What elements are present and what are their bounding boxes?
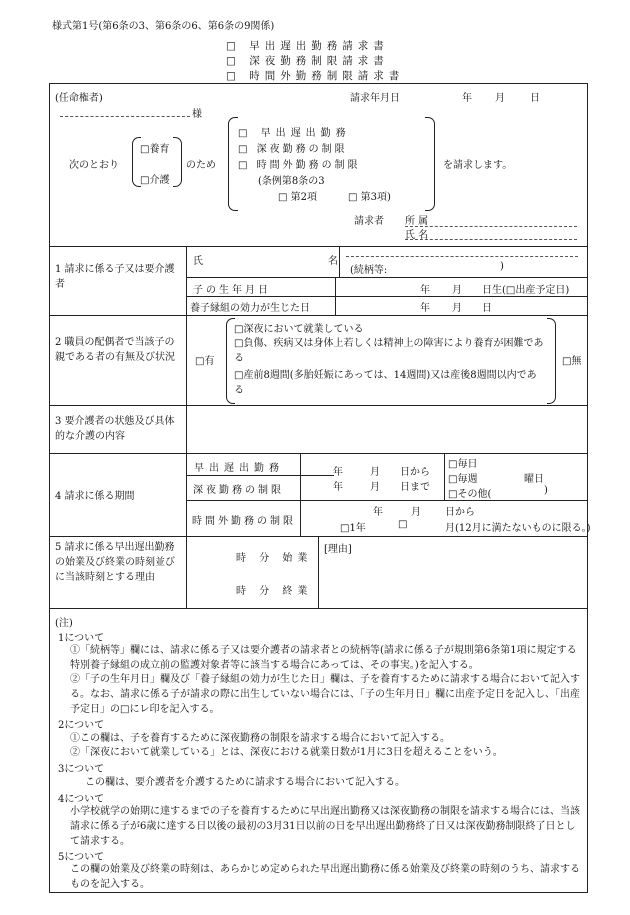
note5a: この欄の始業及び終業の時刻は、あらかじめ定められた早出遅出勤務に係る始業及び終業の時刻のうち、請求するものを記入する。 (70, 864, 580, 890)
ot-months: 月(12月に満たないものに限る。) (445, 523, 591, 534)
request-date-label: 請求年月日 (350, 93, 400, 104)
section4-label: 4 請求に係る期間 (55, 491, 135, 502)
end-time[interactable]: 時 分 終業 (236, 586, 313, 597)
request-brace-right (425, 117, 435, 211)
relation-label[interactable]: (続柄等: (350, 265, 388, 276)
freq-other[interactable]: □その他( (448, 489, 492, 500)
period-year-until: 年 (333, 482, 343, 493)
month-label: 月 (495, 93, 505, 104)
appointer-label: (任命権者) (55, 93, 103, 104)
start-time[interactable]: 時 分 始業 (236, 553, 313, 564)
period-month-until: 月 (370, 482, 380, 493)
period-month-from: 月 (370, 467, 380, 478)
request-brace-left (228, 117, 238, 211)
adoption-day: 日 (482, 303, 492, 314)
note3-heading: 3について (58, 764, 105, 775)
overtime-label: 時間外勤務の制限 (192, 516, 296, 527)
relation-close: ) (500, 261, 504, 272)
freq-weekly[interactable]: □毎週 (448, 474, 478, 485)
adoption-label: 養子縁組の効力が生じた日 (190, 303, 310, 314)
request-option-overtime[interactable]: □ 時間外勤務の制限 (238, 160, 361, 171)
request-option-early-late[interactable]: □ 早出遅出勤務 (238, 128, 351, 139)
appointer-line[interactable] (60, 116, 190, 117)
care-option-care[interactable]: □介護 (140, 175, 170, 186)
adoption-year: 年 (420, 303, 430, 314)
freq-other-close: ) (544, 485, 548, 496)
birth-date-suffix[interactable]: 日生(□出産予定日) (482, 285, 570, 296)
notes-heading: (注) (55, 618, 73, 629)
name-first: 氏 (193, 256, 203, 267)
birth-month: 月 (452, 285, 462, 296)
care-option-nurture[interactable]: □養育 (140, 144, 170, 155)
affiliation-label: 所 属 (405, 216, 429, 227)
spouse-item-illness[interactable]: □負傷、疾病又は身体上若しくは精神上の障害により養育が困難である (234, 338, 544, 364)
note5-heading: 5について (58, 852, 105, 863)
name-line[interactable] (405, 239, 577, 240)
note1-heading: 1について (58, 633, 105, 644)
form-number: 様式第1号(第6条の3、第6条の6、第6条の9関係) (52, 21, 275, 32)
affiliation-line[interactable] (405, 226, 577, 227)
ot-one-year[interactable]: □1年 (340, 523, 366, 534)
for-label: のため (186, 160, 216, 171)
spouse-yes[interactable]: □有 (195, 356, 215, 367)
birth-label: 子の生年月日 (193, 285, 271, 296)
name-label: 氏 名 (405, 230, 429, 241)
freq-daily[interactable]: □毎日 (448, 459, 478, 470)
name-last: 名 (328, 256, 338, 267)
note2b: ②「深夜において就業している」とは、深夜における就業日数が1月に3日を超えることをいう。 (70, 747, 503, 758)
year-label: 年 (462, 93, 472, 104)
note1b: ②「子の生年月日」欄及び「養子縁組の効力が生じた日」欄は、子を養育するために請求する場合において記入する。なお、請求に係る子が請求の際に出生していない場合には、「子の生年月日」欄に出産予定日を記入し、「出産予定日」の□にレ印を記入する。 (70, 674, 580, 715)
early-late-label: 早出遅出勤務 (194, 463, 284, 474)
note1a: ①「続柄等」欄には、請求に係る子又は要介護者の請求者との続柄等(請求に係る子が規則第6条第1項に規定する特別養子縁組の成立前の監護対象者等に該当する場合にあっては、その事実。)を記入する。 (70, 645, 577, 671)
section5-label: 5 請求に係る早出遅出勤務の始業及び終業の時刻並びに当該時刻とする理由 (55, 542, 175, 583)
section3-label: 3 要介護者の状態及び具体的な介護の内容 (55, 416, 175, 442)
reason-label[interactable]: [理由] (324, 544, 352, 555)
adoption-month: 月 (452, 303, 462, 314)
spouse-item-night[interactable]: □深夜において就業している (234, 324, 364, 335)
ot-months-box[interactable]: □ (398, 519, 408, 530)
spouse-item-maternity[interactable]: □産前8週間(多胎妊娠にあっては、14週間)又は産後8週間以内である (234, 370, 537, 396)
ot-month: 月 (411, 507, 421, 518)
clause-2[interactable]: □ 第2項 (278, 192, 317, 203)
title-night: □ 深夜勤務制限請求書 (226, 55, 389, 67)
section2-label: 2 職員の配偶者で当該子の親である者の有無及び状況 (55, 337, 175, 363)
note2-heading: 2について (58, 720, 105, 731)
note3a: この欄は、要介護者を介護するために請求する場合において記入する。 (85, 777, 405, 788)
section1-label: 1 請求に係る子又は要介護者 (55, 264, 175, 290)
birth-year: 年 (420, 285, 430, 296)
spouse-no[interactable]: □無 (562, 356, 582, 367)
ot-year: 年 (373, 507, 383, 518)
sama-label: 様 (192, 109, 202, 120)
day-label: 日 (530, 93, 540, 104)
will-request-label: を請求します。 (443, 160, 513, 171)
requester-label: 請求者 (354, 216, 384, 227)
note4a: 小学校就学の始期に達するまでの子を養育するために早出遅出勤務又は深夜勤務の制限を請求する場合には、当該請求に係る子が6歳に達する日以後の最初の3月31日以前の日を早出遅出勤務終了日又は深夜勤務制限終了日として請求する。 (70, 806, 580, 847)
as-follows-label: 次のとおり (69, 160, 119, 171)
note4-heading: 4について (58, 794, 105, 805)
period-until: 日まで (400, 482, 430, 493)
period-year-from: 年 (333, 467, 343, 478)
care-brace-right (173, 137, 182, 187)
article-label: (条例第8条の3 (258, 176, 325, 187)
clause-3[interactable]: □ 第3項) (348, 192, 391, 203)
ot-from: 日から (445, 507, 475, 518)
period-from: 日から (400, 467, 430, 478)
freq-weekday: 曜日 (524, 474, 544, 485)
request-option-night[interactable]: □ 深夜勤務の制限 (238, 144, 348, 155)
title-early-late: □ 早出遅出勤務請求書 (226, 40, 389, 52)
title-overtime: □ 時間外勤務制限請求書 (226, 70, 405, 82)
note2a: ①この欄は、子を養育するために深夜勤務の制限を請求する場合において記入する。 (70, 733, 450, 744)
night-label: 深夜勤務の制限 (193, 485, 284, 496)
